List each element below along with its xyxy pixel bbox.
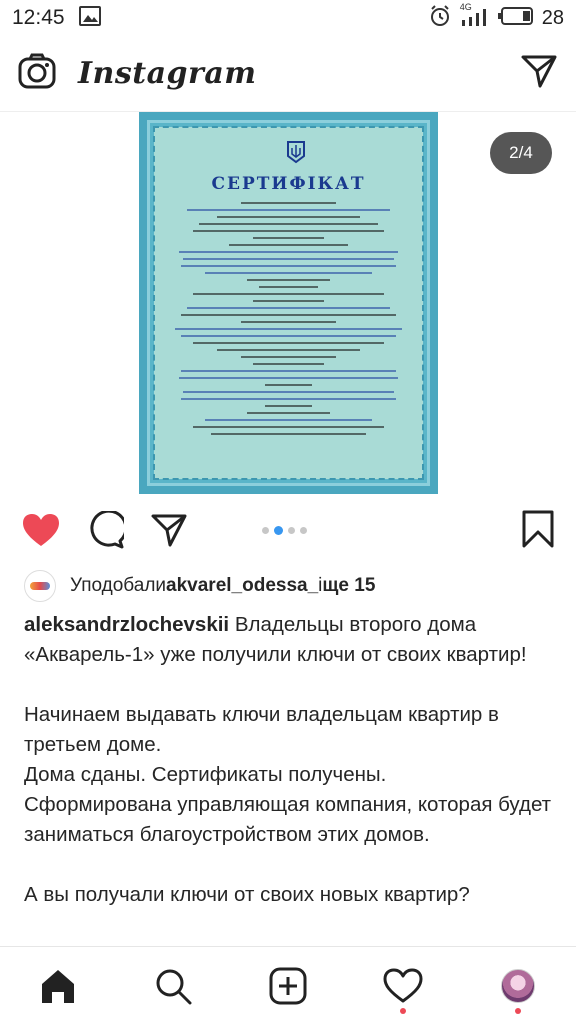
add-post-icon[interactable]	[258, 956, 318, 1016]
alarm-icon	[428, 4, 452, 33]
likes-more-count[interactable]: ще 15	[322, 575, 376, 596]
home-icon[interactable]	[28, 956, 88, 1016]
carousel-dots	[262, 526, 307, 535]
certificate-image	[139, 112, 438, 494]
certificate-title: СЕРТИФІКАТ	[211, 174, 366, 194]
share-icon[interactable]	[148, 509, 190, 551]
caption-paragraph-1	[24, 610, 556, 670]
network-type-label: 4G	[459, 2, 472, 12]
activity-heart-icon[interactable]	[373, 956, 433, 1016]
caption-line: Дома сданы. Сертификаты получены.	[24, 763, 387, 786]
liker-username[interactable]: akvarel_odessa_	[166, 575, 319, 596]
gallery-notification-icon	[79, 6, 101, 31]
caption-line: А вы получали ключи от своих новых квартир?	[24, 883, 470, 906]
carousel-dot	[288, 527, 295, 534]
battery-icon	[498, 6, 534, 31]
liker-avatar[interactable]	[24, 570, 56, 602]
carousel-dot-active	[274, 526, 283, 535]
app-header	[0, 36, 576, 112]
comment-icon[interactable]	[84, 509, 126, 551]
likes-summary[interactable]	[24, 568, 375, 604]
post-media[interactable]	[0, 112, 576, 496]
status-time: 12:45	[12, 6, 65, 29]
status-bar	[0, 0, 576, 36]
caption-line: Сформирована управляющая компания, которая будет заниматься благоустройством этих домов.	[24, 793, 552, 846]
carousel-dot	[300, 527, 307, 534]
likes-prefix: Уподобали	[70, 575, 167, 596]
bookmark-icon[interactable]	[522, 510, 554, 553]
carousel-dot	[262, 527, 269, 534]
caption-line: Начинаем выдавать ключи владельцам квартир в третьем доме.	[24, 703, 499, 756]
post-caption	[24, 610, 556, 910]
certificate-text-block	[169, 202, 408, 440]
trident-emblem-icon	[286, 140, 306, 164]
camera-icon[interactable]	[18, 53, 56, 94]
profile-tab[interactable]	[488, 956, 548, 1016]
search-icon[interactable]	[143, 956, 203, 1016]
profile-avatar	[501, 969, 535, 1003]
direct-send-icon[interactable]	[520, 53, 558, 94]
likes-middle: і	[318, 575, 323, 596]
carousel-page-badge: 2/4	[490, 132, 552, 174]
heart-filled-icon[interactable]	[20, 509, 62, 551]
signal-icon	[459, 2, 490, 28]
instagram-logo: Instagram	[78, 56, 257, 91]
bottom-navigation	[0, 946, 576, 1024]
activity-notification-dot	[400, 1008, 406, 1014]
battery-level: 28	[541, 6, 564, 29]
caption-username[interactable]: aleksandrzlochevskii	[24, 613, 230, 636]
caption-first-text: Владельцы второго дома «Акварель-1» уже получили ключи от своих квартир!	[24, 613, 527, 666]
profile-notification-dot	[515, 1008, 521, 1014]
